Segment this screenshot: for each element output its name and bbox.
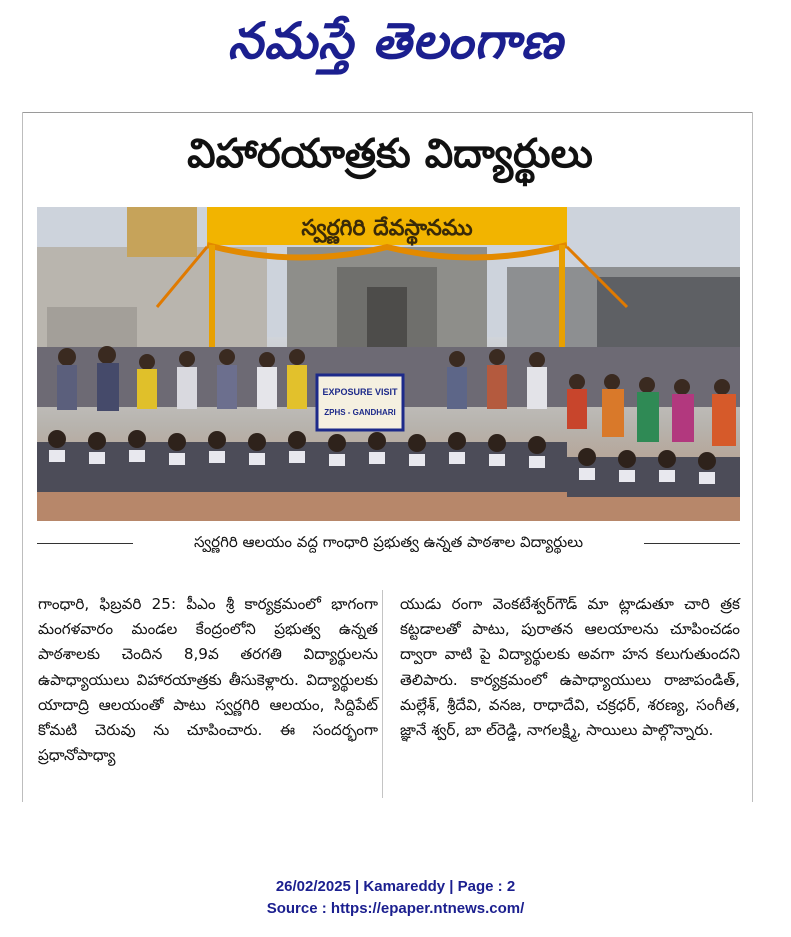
sign-line-2: ZPHS - GANDHARI (324, 408, 396, 417)
column-separator (382, 590, 383, 798)
sign-line-1: EXPOSURE VISIT (322, 387, 398, 397)
article-paragraph-left: గాంధారి, ఫిబ్రవరి 25: పీఎం శ్రీ కార్యక్రమంలో భాగంగా మంగళవారం మండల కేంద్రంలోని ప్రభుత్వ ఉన్నత పాఠశాలకు చెందిన 8,9వ తరగతి విద్యార్థులను ఉపాధ్యాయులు విహారయాత్రకు తీసుకెళ్లారు. విద్యార్థులకు యాదాద్రి ఆలయంతో పాటు స్వర్ణగిరి ఆలయం, సిద్దిపేట్ కోమటి చెరువు ను చూపించారు. ఈ సందర్భంగా ప్రధానోపాధ్యా (38, 595, 378, 765)
exposure-visit-sign (317, 375, 403, 430)
article-headline: విహారయాత్రకు విద్యార్థులు (187, 131, 593, 177)
masthead-logo: నమస్తే తెలంగాణ (227, 12, 564, 70)
column-right-rule (752, 112, 753, 802)
article-body-right (400, 592, 740, 743)
column-left-rule (22, 112, 23, 802)
temple-banner-text: స్వర్ణగిరి దేవస్థానము (301, 216, 473, 241)
article-photo (37, 207, 740, 521)
photo-caption: స్వర్ణగిరి ఆలయం వద్ద గాంధారి ప్రభుత్వ ఉన్నత పాఠశాల విద్యార్థులు (193, 533, 584, 551)
footer-source: Source : https://epaper.ntnews.com/ (266, 900, 525, 917)
footer-date-edition: 26/02/2025 | Kamareddy | Page : 2 (275, 878, 516, 895)
article-body-left (38, 592, 378, 768)
column-top-rule (22, 112, 752, 113)
article-paragraph-right: యుడు రంగా వెంకటేశ్వర్‌గౌడ్ మా ట్లాడుతూ చారి త్రక కట్టడాలతో పాటు, పురాతన ఆలయాలను చూపించడం ద్వారా వాటి పై విద్యార్థులకు అవగా హన కలుగుతుందని తెలిపారు. కార్యక్రమంలో ఉపాధ్యాయులు రాజాపండిత్, మల్లేశ్, శ్రీదేవి, వనజ, రాధాదేవి, చక్రధర్, శరణ్య, సంగీత, జ్ఞానే శ్వర్, బా ల్‌రెడ్డి, నాగలక్ష్మి, సాయిలు పాల్గొన్నారు. (400, 595, 740, 740)
